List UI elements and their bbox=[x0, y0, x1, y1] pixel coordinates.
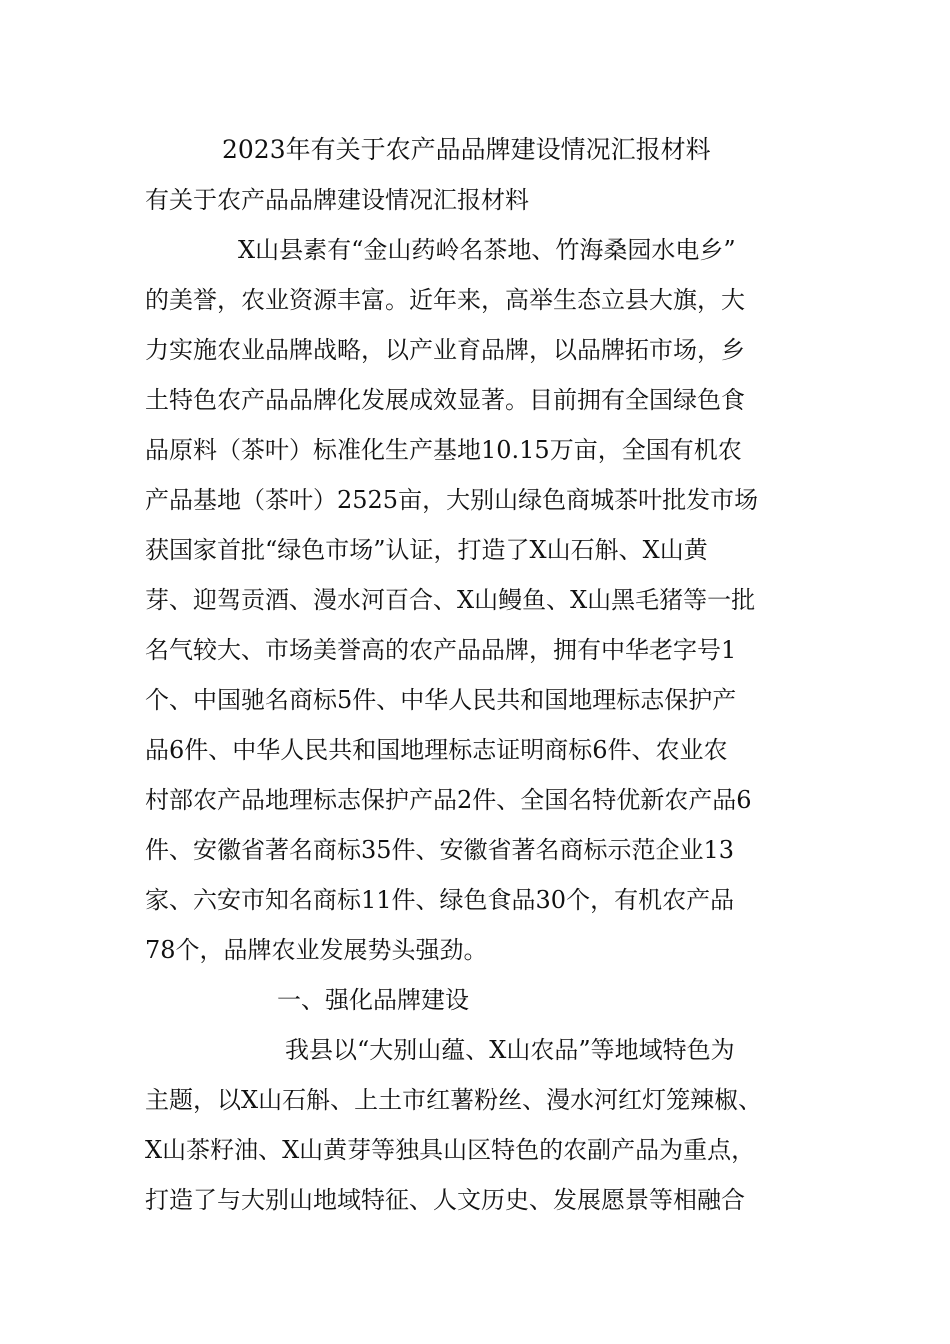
paragraph-line: 品原料（茶叶）标准化生产基地10.15万亩，全国有机农 bbox=[145, 436, 742, 464]
document-title: 2023年有关于农产品品牌建设情况汇报材料 bbox=[222, 135, 711, 164]
paragraph-line: 品6件、中华人民共和国地理标志证明商标6件、农业农 bbox=[145, 736, 728, 764]
paragraph-line: 村部农产品地理标志保护产品2件、全国名特优新农产品6 bbox=[145, 786, 752, 814]
paragraph-line: 78个，品牌农业发展势头强劲。 bbox=[145, 936, 488, 964]
paragraph-line: 名气较大、市场美誉高的农产品品牌，拥有中华老字号1 bbox=[145, 636, 737, 664]
paragraph-line: 主题，以X山石斛、上土市红薯粉丝、漫水河红灯笼辣椒、 bbox=[145, 1086, 763, 1114]
paragraph-line: 产品基地（茶叶）2525亩，大别山绿色商城茶叶批发市场 bbox=[145, 486, 759, 514]
paragraph-line: 力实施农业品牌战略，以产业育品牌，以品牌拓市场，乡 bbox=[145, 336, 745, 364]
paragraph-line: 土特色农产品品牌化发展成效显著。目前拥有全国绿色食 bbox=[145, 386, 745, 414]
document-subtitle: 有关于农产品品牌建设情况汇报材料 bbox=[145, 186, 529, 214]
paragraph-line: 我县以“大别山蕴、X山农品”等地域特色为 bbox=[285, 1036, 735, 1064]
paragraph-line: 的美誉，农业资源丰富。近年来，高举生态立县大旗，大 bbox=[145, 286, 745, 314]
paragraph-line: X山县素有“金山药岭名茶地、竹海桑园水电乡” bbox=[238, 236, 736, 264]
paragraph-line: 打造了与大别山地域特征、人文历史、发展愿景等相融合 bbox=[145, 1186, 745, 1214]
paragraph-line: 家、六安市知名商标11件、绿色食品30个，有机农产品 bbox=[145, 886, 735, 914]
section-heading: 一、强化品牌建设 bbox=[277, 986, 469, 1014]
paragraph-line: 芽、迎驾贡酒、漫水河百合、X山鳗鱼、X山黑毛猪等一批 bbox=[145, 586, 756, 614]
paragraph-line: 件、安徽省著名商标35件、安徽省著名商标示范企业13 bbox=[145, 836, 735, 864]
paragraph-line: 个、中国驰名商标5件、中华人民共和国地理标志保护产 bbox=[145, 686, 737, 714]
paragraph-line: X山茶籽油、X山黄芽等独具山区特色的农副产品为重点， bbox=[145, 1136, 756, 1164]
paragraph-line: 获国家首批“绿色市场”认证，打造了X山石斛、X山黄 bbox=[145, 536, 708, 564]
